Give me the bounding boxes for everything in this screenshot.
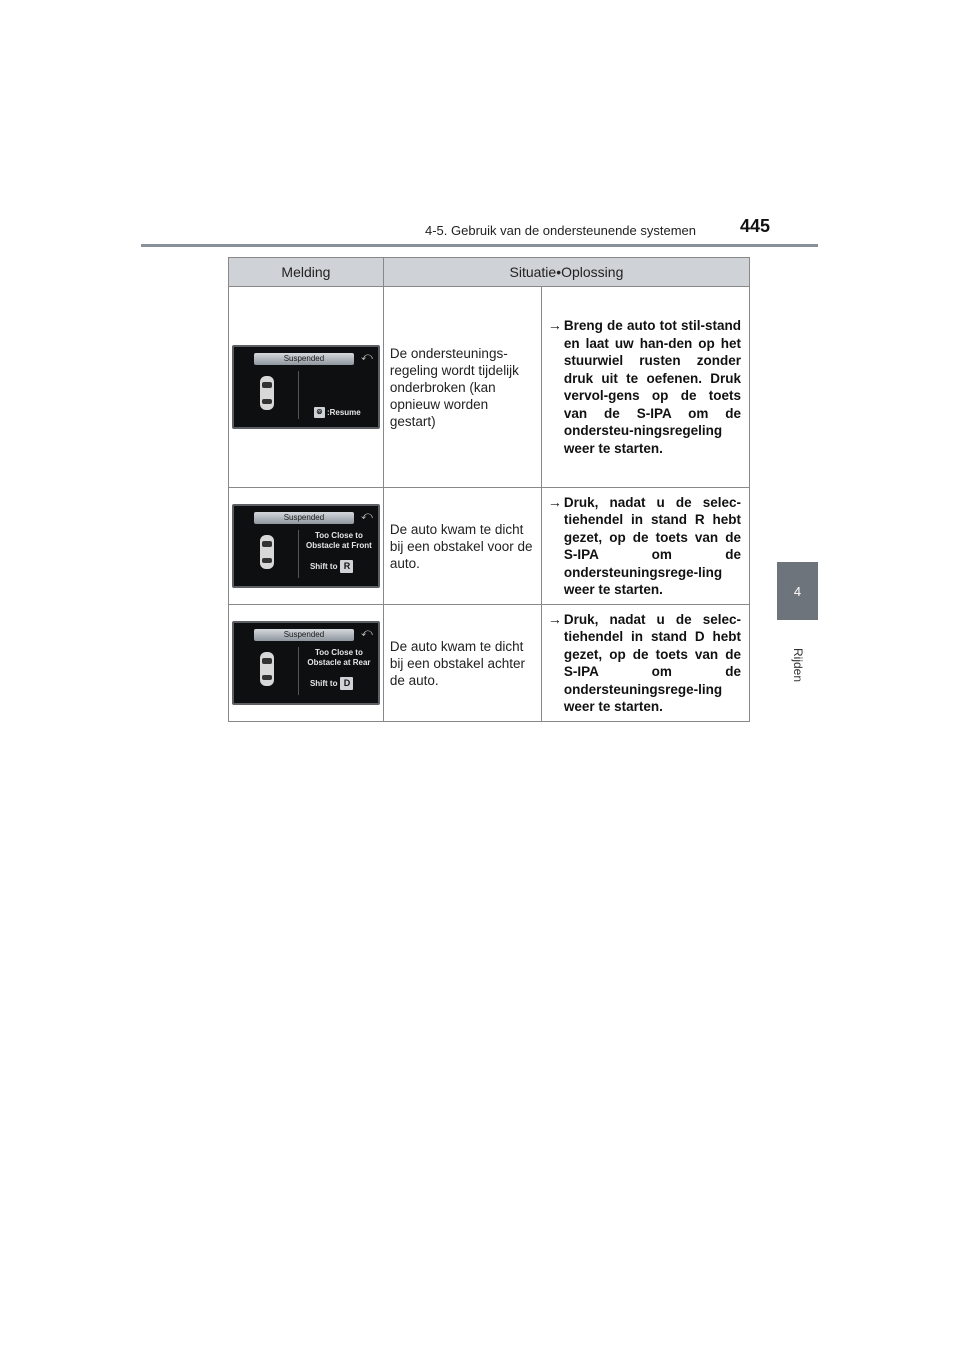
arrow-icon: → (547, 493, 562, 510)
back-icon: ⤺ (360, 627, 373, 639)
screen-divider (298, 530, 299, 578)
message-table (228, 257, 750, 722)
resume-hint (314, 407, 361, 418)
arrow-icon: → (547, 610, 562, 627)
suspended-bar: Suspended (254, 353, 354, 365)
situation-text: De auto kwam te dicht bij een obstakel voor de auto. (389, 521, 533, 571)
car-icon (258, 651, 276, 687)
column-header-situatie: Situatie•Oplossing (383, 258, 749, 287)
section-title: 4-5. Gebruik van de ondersteunende systemen (425, 223, 697, 238)
screen-cell (229, 287, 384, 488)
shift-hint: Shift to D (310, 677, 354, 690)
car-icon (258, 534, 276, 570)
solution-cell (541, 605, 749, 722)
situation-text: De auto kwam te dicht bij een obstakel achter de auto. (389, 638, 525, 688)
back-icon: ⤺ (360, 510, 373, 522)
chapter-tab: 4 (777, 562, 818, 620)
display-screenshot (232, 621, 380, 705)
screen-divider (298, 371, 299, 419)
solution-cell (541, 287, 749, 488)
gear-indicator: R (340, 560, 353, 573)
display-screenshot (232, 345, 380, 429)
situation-text: De ondersteunings-regeling wordt tijdelijk onderbroken (kan opnieuw worden gestart) (389, 345, 519, 429)
screen-cell (229, 488, 384, 605)
back-icon: ⤺ (360, 351, 373, 363)
arrow-icon: → (547, 317, 562, 333)
suspended-bar: Suspended (254, 512, 354, 524)
table-row (229, 287, 750, 488)
shift-hint: Shift to R (310, 560, 354, 573)
screen-cell (229, 605, 384, 722)
table-row (229, 605, 750, 722)
sipa-switch-icon: ⦾ (314, 407, 325, 418)
resume-label: :Resume (326, 408, 361, 417)
situation-cell (383, 488, 541, 605)
header-divider (141, 244, 818, 247)
warning-text: Too Close to Obstacle at Rear (307, 648, 371, 667)
gear-indicator: D (340, 677, 353, 690)
table-row (229, 488, 750, 605)
display-screenshot (232, 504, 380, 588)
car-icon (258, 375, 276, 411)
screen-divider (298, 647, 299, 695)
situation-cell (383, 605, 541, 722)
solution-text: Druk, nadat u de selec-tiehendel in stand D hebt gezet, op de toets van de S-IPA om de ondersteuningsrege-ling weer te starten. (563, 611, 741, 714)
solution-text: Breng de auto tot stil-stand en laat uw han-den op het stuurwiel rusten zonder druk uit te oefenen. Druk vervol-gens op de toets van de S-IPA om de ondersteu-ningsregeling weer te starten. (563, 318, 741, 456)
suspended-bar: Suspended (254, 629, 354, 641)
column-header-melding: Melding (229, 258, 384, 287)
page-number: 445 (740, 216, 771, 236)
chapter-label: Rijden (791, 647, 805, 683)
situation-cell (383, 287, 541, 488)
solution-text: Druk, nadat u de selec-tiehendel in stand R hebt gezet, op de toets van de S-IPA om de ondersteuningsrege-ling weer te starten. (563, 494, 741, 597)
warning-text: Too Close to Obstacle at Front (306, 531, 372, 550)
solution-cell (541, 488, 749, 605)
